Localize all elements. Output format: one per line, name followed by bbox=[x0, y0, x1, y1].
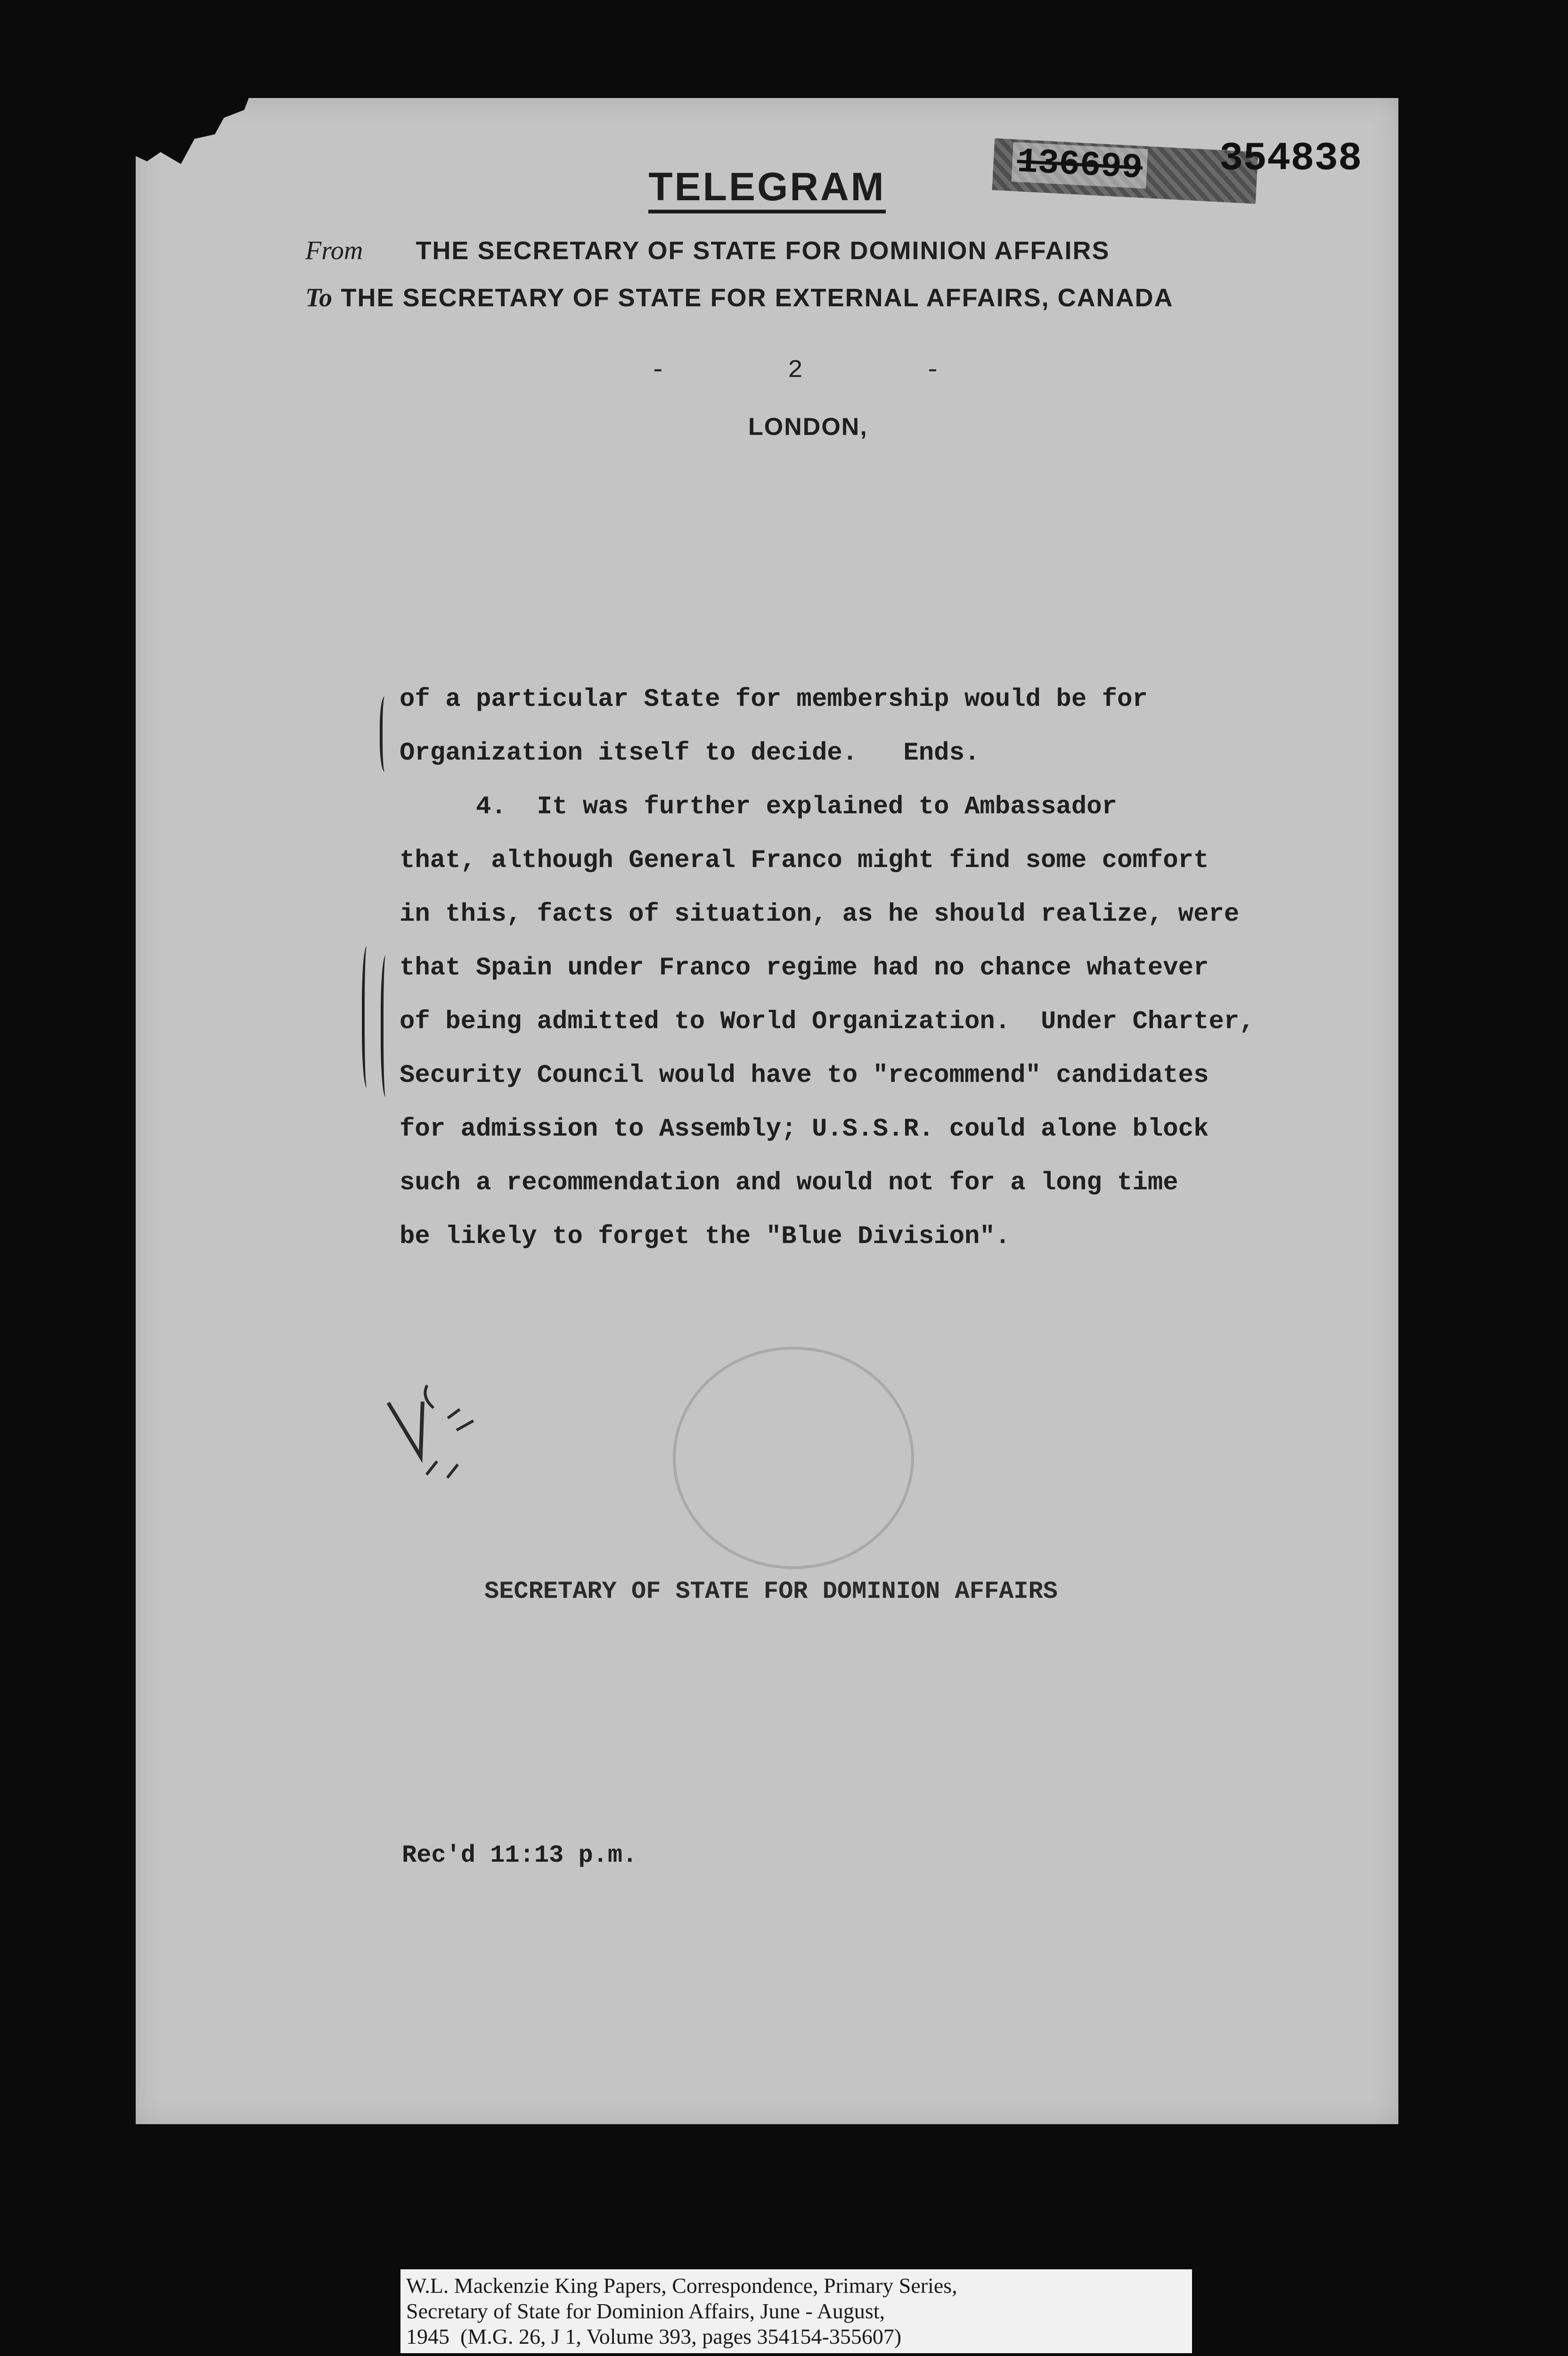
to-value: THE SECRETARY OF STATE FOR EXTERNAL AFFAIRS, CANADA bbox=[341, 284, 1174, 312]
telegram-title bbox=[136, 164, 1398, 210]
stamp-number: 136699 bbox=[1011, 142, 1148, 189]
handwritten-initials-icon bbox=[365, 1356, 510, 1507]
margin-line-mark bbox=[362, 946, 374, 1088]
signature-block: SECRETARY OF STATE FOR DOMINION AFFAIRS bbox=[484, 1578, 1058, 1605]
citation-line: Secretary of State for Dominion Affairs, June - August, bbox=[406, 2299, 885, 2323]
body-line: of being admitted to World Organization. Under Charter, bbox=[400, 1007, 1255, 1036]
from-row bbox=[305, 236, 1110, 266]
body-line: that Spain under Franco regime had no chance whatever bbox=[400, 954, 1209, 982]
body-line: Security Council would have to "recommend" candidates bbox=[400, 1061, 1209, 1090]
telegram-body bbox=[400, 673, 1389, 1264]
citation-slip bbox=[400, 2269, 1192, 2353]
body-line: in this, facts of situation, as he should realize, were bbox=[400, 900, 1240, 929]
document-number: 354838 bbox=[1219, 137, 1362, 181]
from-label: From bbox=[305, 236, 363, 265]
citation-line: W.L. Mackenzie King Papers, Correspondence, Primary Series, bbox=[406, 2274, 957, 2298]
citation-text bbox=[406, 2273, 957, 2349]
margin-line-mark bbox=[380, 696, 392, 772]
telegram-title-text: TELEGRAM bbox=[648, 164, 885, 213]
from-value: THE SECRETARY OF STATE FOR DOMINION AFFAIRS bbox=[416, 237, 1110, 265]
margin-line-mark bbox=[381, 956, 393, 1097]
body-line: be likely to forget the "Blue Division". bbox=[400, 1222, 1011, 1251]
received-time: Rec'd 11:13 p.m. bbox=[402, 1841, 637, 1869]
body-line: Organization itself to decide. Ends. bbox=[400, 739, 980, 768]
to-row bbox=[305, 283, 1174, 313]
faint-seal-icon bbox=[673, 1347, 914, 1569]
body-line: 4. It was further explained to Ambassador bbox=[400, 793, 1118, 821]
location: LONDON, bbox=[748, 413, 868, 441]
body-line: of a particular State for membership would be for bbox=[400, 685, 1148, 714]
body-line: for admission to Assembly; U.S.S.R. could alone block bbox=[400, 1115, 1209, 1144]
telegram-sheet bbox=[136, 98, 1398, 2124]
body-line: that, although General Franco might find some comfort bbox=[400, 846, 1209, 875]
citation-line: 1945 (M.G. 26, J 1, Volume 393, pages 354154-355607) bbox=[406, 2324, 902, 2348]
body-line: such a recommendation and would not for a long time bbox=[400, 1169, 1178, 1197]
to-label: To bbox=[305, 283, 333, 312]
page-number: - 2 - bbox=[650, 356, 940, 385]
